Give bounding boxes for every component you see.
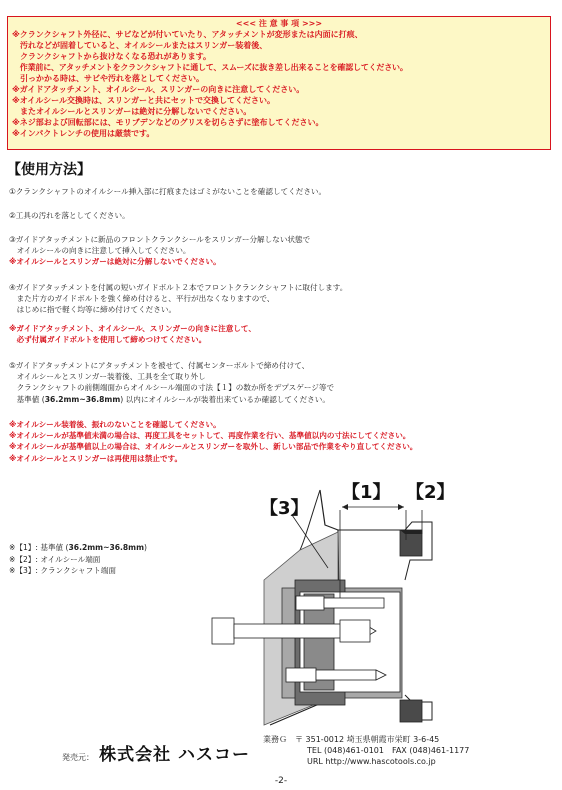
legend-text: ※【1】: 基準値 ( — [9, 543, 69, 552]
step-5-text-pre: 基準値 ( — [9, 394, 45, 404]
step-3-text: オイルシールの向きに注意して挿入してください。 — [9, 246, 191, 256]
step-5-text-post: ) 以内にオイルシールが装着出来ているか確認してください。 — [120, 394, 330, 404]
step-5-text — [9, 394, 334, 405]
oil-seal-top — [400, 530, 422, 556]
caution-line: クランクシャフトから抜けなくなる恐れがあります。 — [12, 52, 212, 61]
caution-box — [7, 16, 551, 150]
legend-text: ) — [144, 543, 147, 552]
step-4-warning: 必ず付属ガイドボルトを使用して締めつけてください。 — [9, 334, 207, 344]
caution-line: ※インパクトレンチの使用は厳禁です。 — [12, 129, 155, 138]
crankshaft-diagram — [200, 470, 562, 732]
legend-value: 36.2mm~36.8mm — [68, 543, 145, 552]
address-block — [263, 735, 469, 767]
website-url: URL http://www.hascotools.co.jp — [307, 756, 436, 766]
step-4-text: ④ガイドアタッチメントを付属の短いガイドボルト２本でフロントクランクシャフトに取付します。 — [9, 283, 348, 292]
step-5-text: オイルシールとスリンガー装着後、工具を全て取り外し — [9, 372, 206, 382]
warning-item: ※オイルシールが基準値未満の場合は、再度工具をセットして、再度作業を行い、基準値以内の寸法にしてください。 — [9, 431, 411, 441]
step-4-text: また片方のガイドボルトを強く締め付けると、平行が出なくなりますので、 — [9, 294, 275, 304]
company-block — [62, 740, 250, 765]
caution-line: ※ネジ部および回転部には、モリブデンなどのグリスを切らさずに塗布してください。 — [12, 118, 324, 127]
caution-line: 作業前に、アタッチメントをクランクシャフトに通して、スムーズに抜き差し出来ることを確認してください。 — [12, 63, 408, 72]
diagram-label-1: 【1】 — [342, 482, 391, 503]
caution-line: ※オイルシール交換時は、スリンガーと共にセットで交換してください。 — [12, 96, 276, 105]
caution-line: 汚れなどが固着していると、オイルシールまたはスリンガー装着後、 — [12, 41, 268, 50]
caution-line: ※クランクシャフト外径に、サビなどが付いていたり、アタッチメントが変形または内面に打痕、 — [12, 30, 363, 39]
step-4-text: はじめに指で軽く均等に締め付けてください。 — [9, 305, 177, 315]
legend-item-3: ※【3】: クランクシャフト端面 — [9, 566, 116, 575]
oil-seal-bottom — [400, 700, 422, 722]
warning-item: ※オイルシール装着後、振れのないことを確認してください。 — [9, 420, 221, 429]
reference-value: 36.2mm~36.8mm — [44, 394, 121, 404]
step-4 — [9, 282, 347, 345]
step-2-text: ②工具の汚れを落としてください。 — [9, 211, 130, 220]
warning-list — [9, 419, 417, 464]
step-2 — [9, 210, 130, 221]
caution-line: ※ガイドアタッチメント、オイルシール、スリンガーの向きに注意してください。 — [12, 85, 305, 94]
step-3 — [9, 234, 310, 268]
step-3-text: ③ガイドアタッチメントに新品のフロントクランクシールをスリンガー分解しない状態で — [9, 235, 311, 244]
step-5-text: ⑤ガイドアタッチメントにアタッチメントを被せて、付属センターボルトで締め付けて、 — [9, 361, 310, 370]
step-3-warning: ※オイルシールとスリンガーは絶対に分解しないでください。 — [9, 257, 221, 267]
upper-bolt — [296, 596, 384, 610]
diagram-label-3: 【3】 — [260, 498, 309, 519]
legend-item-1 — [9, 542, 147, 554]
company-name: 株式会社 ハスコー — [99, 745, 251, 765]
caution-line: 引っかかる時は、サビや汚れを落としてください。 — [12, 74, 204, 83]
diagram-legend — [9, 542, 147, 577]
legend-item-2: ※【2】: オイルシール端面 — [9, 554, 101, 564]
seller-label: 発売元： — [62, 753, 94, 762]
address: 業務Ｇ 〒 351-0012 埼玉県朝霞市栄町 3-6-45 — [263, 735, 440, 744]
lower-bolt — [286, 668, 386, 682]
section-title: 【使用方法】 — [7, 162, 91, 178]
step-1-text: ①クランクシャフトのオイルシール挿入部に打痕またはゴミがないことを確認してください。 — [9, 187, 327, 196]
tel-fax: TEL (048)461-0101 FAX (048)461-1177 — [307, 745, 470, 755]
warning-item: ※オイルシールが基準値以上の場合は、オイルシールとスリンガーを取外し、新しい部品で作業をやり直してください。 — [9, 442, 418, 452]
caution-line: またオイルシールとスリンガーは絶対に分解しないでください。 — [12, 107, 252, 116]
page-number: -2- — [274, 776, 288, 786]
step-5-text: クランクシャフトの前側端面からオイルシール端面の寸法【１】の数か所をデプスゲージ等で — [9, 383, 335, 393]
step-4-warning: ※ガイドアタッチメント、オイルシール、スリンガーの向きに注意して、 — [9, 323, 256, 333]
caution-heading: <<< 注 意 事 項 >>> — [235, 19, 323, 28]
diagram-label-2: 【2】 — [406, 482, 455, 503]
step-5 — [9, 360, 334, 405]
step-1 — [9, 186, 326, 197]
warning-item: ※オイルシールとスリンガーは再使用は禁止です。 — [9, 453, 183, 463]
